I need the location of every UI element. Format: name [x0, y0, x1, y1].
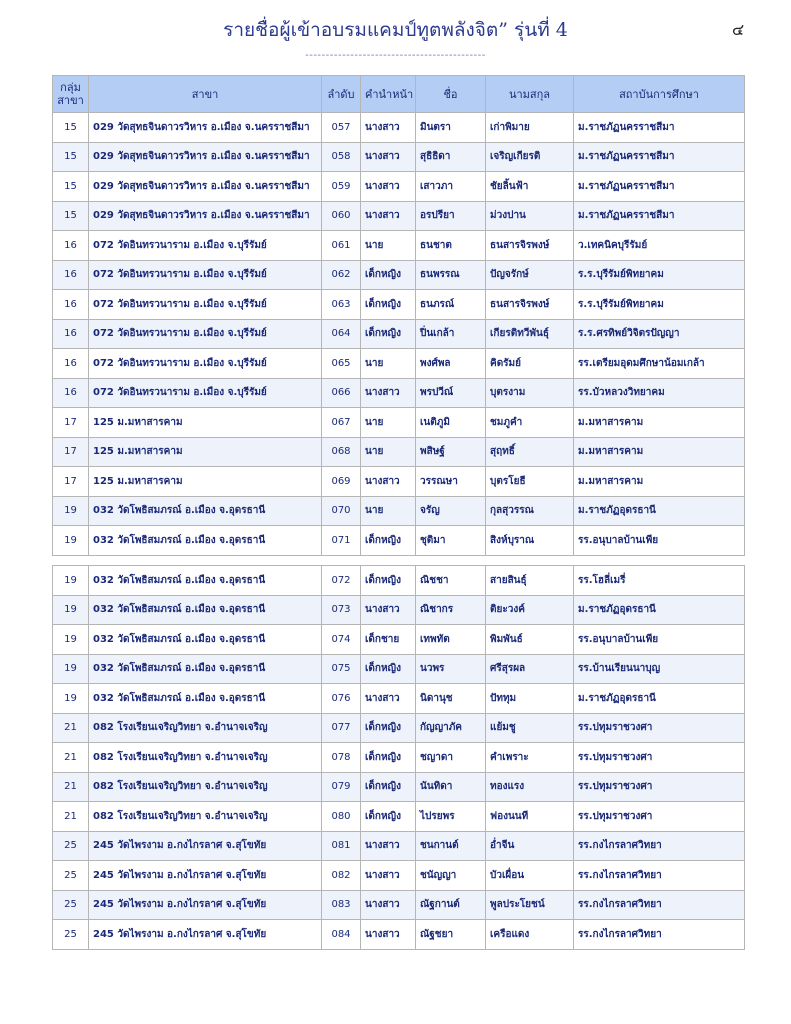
cell-name: ธนพรรณ — [416, 260, 486, 290]
cell-prefix: นางสาว — [361, 467, 416, 497]
cell-group: 19 — [53, 654, 89, 684]
table-row — [53, 861, 745, 891]
cell-branch: 029 วัดสุทธจินดาวรวิหาร อ.เมือง จ.นครราชสีมา — [89, 201, 322, 231]
cell-surname: สิงห์บุราณ — [486, 526, 574, 556]
cell-order: 072 — [322, 566, 361, 596]
cell-group: 25 — [53, 890, 89, 920]
table-row — [53, 319, 745, 349]
column-header-group-line2: สาขา — [57, 94, 84, 107]
cell-surname: พิมพันธ์ — [486, 625, 574, 655]
cell-surname: ม่วงปาน — [486, 201, 574, 231]
table-row — [53, 890, 745, 920]
cell-name: เสาวภา — [416, 172, 486, 202]
cell-group: 15 — [53, 172, 89, 202]
cell-prefix: เด็กหญิง — [361, 772, 416, 802]
cell-surname: เจริญเกียรติ — [486, 142, 574, 172]
cell-branch: 072 วัดอินทรวนาราม อ.เมือง จ.บุรีรัมย์ — [89, 349, 322, 379]
cell-institution: รร.บัวหลวงวิทยาคม — [574, 378, 745, 408]
cell-order: 078 — [322, 743, 361, 773]
cell-order: 058 — [322, 142, 361, 172]
cell-branch: 125 ม.มหาสารคาม — [89, 437, 322, 467]
cell-prefix: นาย — [361, 496, 416, 526]
cell-name: กัญญาภัค — [416, 713, 486, 743]
cell-branch: 245 วัดไพรงาม อ.กงไกรลาศ จ.สุโขทัย — [89, 920, 322, 950]
cell-prefix: เด็กหญิง — [361, 566, 416, 596]
cell-group: 19 — [53, 566, 89, 596]
cell-surname: เก่าพิมาย — [486, 113, 574, 143]
cell-name: ธนภรณ์ — [416, 290, 486, 320]
table-row — [53, 349, 745, 379]
cell-prefix: เด็กหญิง — [361, 260, 416, 290]
cell-order: 083 — [322, 890, 361, 920]
cell-order: 069 — [322, 467, 361, 497]
cell-name: ณิชากร — [416, 595, 486, 625]
cell-branch: 082 โรงเรียนเจริญวิทยา จ.อำนาจเจริญ — [89, 802, 322, 832]
cell-branch: 082 โรงเรียนเจริญวิทยา จ.อำนาจเจริญ — [89, 772, 322, 802]
cell-group: 21 — [53, 772, 89, 802]
cell-branch: 072 วัดอินทรวนาราม อ.เมือง จ.บุรีรัมย์ — [89, 378, 322, 408]
table-row — [53, 496, 745, 526]
cell-group: 19 — [53, 684, 89, 714]
table-row — [53, 920, 745, 950]
cell-branch: 072 วัดอินทรวนาราม อ.เมือง จ.บุรีรัมย์ — [89, 260, 322, 290]
cell-group: 16 — [53, 260, 89, 290]
cell-order: 075 — [322, 654, 361, 684]
cell-surname: กุลสุวรรณ — [486, 496, 574, 526]
table-row — [53, 467, 745, 497]
cell-prefix: เด็กหญิง — [361, 290, 416, 320]
cell-institution: ม.ราชภัฏอุดรธานี — [574, 496, 745, 526]
page-title: รายชื่อผู้เข้าอบรมแคมป์ทูตพลังจิต” รุ่นที่ 4 — [223, 19, 568, 41]
cell-order: 070 — [322, 496, 361, 526]
cell-institution: ม.ราชภัฏนครราชสีมา — [574, 201, 745, 231]
cell-institution: ม.มหาสารคาม — [574, 408, 745, 438]
table-row — [53, 713, 745, 743]
cell-name: นิดานุช — [416, 684, 486, 714]
cell-surname: สายสินธุ์ — [486, 566, 574, 596]
cell-name: ไปรยพร — [416, 802, 486, 832]
cell-prefix: เด็กหญิง — [361, 526, 416, 556]
cell-prefix: เด็กหญิง — [361, 802, 416, 832]
cell-institution: รร.กงไกรลาศวิทยา — [574, 920, 745, 950]
table-row — [53, 625, 745, 655]
table-row — [53, 654, 745, 684]
cell-name: ธนชาต — [416, 231, 486, 261]
cell-order: 057 — [322, 113, 361, 143]
cell-institution: รร.กงไกรลาศวิทยา — [574, 861, 745, 891]
cell-name: ณิชชา — [416, 566, 486, 596]
table-row — [53, 684, 745, 714]
cell-institution: รร.ปทุมราชวงศา — [574, 772, 745, 802]
cell-prefix: นางสาว — [361, 172, 416, 202]
cell-prefix: นางสาว — [361, 378, 416, 408]
cell-group: 25 — [53, 920, 89, 950]
cell-order: 073 — [322, 595, 361, 625]
cell-prefix: เด็กหญิง — [361, 713, 416, 743]
cell-order: 080 — [322, 802, 361, 832]
cell-group: 15 — [53, 142, 89, 172]
cell-surname: ชมภูคำ — [486, 408, 574, 438]
cell-branch: 245 วัดไพรงาม อ.กงไกรลาศ จ.สุโขทัย — [89, 861, 322, 891]
cell-name: จรัญ — [416, 496, 486, 526]
cell-name: สุธิธิดา — [416, 142, 486, 172]
cell-group: 16 — [53, 378, 89, 408]
cell-group: 15 — [53, 113, 89, 143]
cell-name: ปิ่นเกล้า — [416, 319, 486, 349]
cell-order: 068 — [322, 437, 361, 467]
cell-surname: เกียรติทวีพันธุ์ — [486, 319, 574, 349]
column-header-prefix: คำนำหน้า — [361, 76, 416, 113]
table-row — [53, 595, 745, 625]
participants-table-part1 — [52, 75, 745, 556]
cell-group: 21 — [53, 743, 89, 773]
page-number: ๔ — [732, 20, 745, 39]
cell-surname: บุตรงาม — [486, 378, 574, 408]
cell-prefix: นาย — [361, 408, 416, 438]
column-header-group — [53, 76, 89, 113]
cell-institution: ม.ราชภัฏนครราชสีมา — [574, 113, 745, 143]
cell-name: พงศ์พล — [416, 349, 486, 379]
column-header-group-line1: กลุ่ม — [60, 81, 81, 94]
cell-branch: 032 วัดโพธิสมภรณ์ อ.เมือง จ.อุดรธานี — [89, 595, 322, 625]
cell-surname: เครือแดง — [486, 920, 574, 950]
cell-order: 061 — [322, 231, 361, 261]
cell-prefix: เด็กชาย — [361, 625, 416, 655]
cell-group: 19 — [53, 595, 89, 625]
cell-order: 063 — [322, 290, 361, 320]
cell-branch: 029 วัดสุทธจินดาวรวิหาร อ.เมือง จ.นครราชสีมา — [89, 113, 322, 143]
column-header-surname: นามสกุล — [486, 76, 574, 113]
cell-surname: บัวเผื่อน — [486, 861, 574, 891]
cell-institution: รร.บ้านเรียนนาบุญ — [574, 654, 745, 684]
cell-institution: รร.อนุบาลบ้านเพีย — [574, 625, 745, 655]
cell-name: ณัฐกานต์ — [416, 890, 486, 920]
cell-surname: แย้มชู — [486, 713, 574, 743]
cell-group: 17 — [53, 467, 89, 497]
cell-surname: ปัญจรักษ์ — [486, 260, 574, 290]
cell-prefix: นาย — [361, 349, 416, 379]
cell-prefix: นาย — [361, 437, 416, 467]
table-body-part2 — [53, 566, 745, 950]
cell-name: มินตรา — [416, 113, 486, 143]
cell-surname: ธนสารจิรพงษ์ — [486, 231, 574, 261]
table-row — [53, 566, 745, 596]
table-row — [53, 231, 745, 261]
cell-institution: รร.กงไกรลาศวิทยา — [574, 831, 745, 861]
cell-surname: ปัททุม — [486, 684, 574, 714]
cell-order: 064 — [322, 319, 361, 349]
cell-order: 060 — [322, 201, 361, 231]
cell-order: 066 — [322, 378, 361, 408]
cell-branch: 245 วัดไพรงาม อ.กงไกรลาศ จ.สุโขทัย — [89, 831, 322, 861]
cell-prefix: นางสาว — [361, 595, 416, 625]
cell-group: 19 — [53, 526, 89, 556]
table-row — [53, 142, 745, 172]
cell-prefix: เด็กหญิง — [361, 319, 416, 349]
cell-institution: ม.มหาสารคาม — [574, 467, 745, 497]
cell-name: พสิษฐ์ — [416, 437, 486, 467]
cell-prefix: นางสาว — [361, 890, 416, 920]
cell-branch: 072 วัดอินทรวนาราม อ.เมือง จ.บุรีรัมย์ — [89, 319, 322, 349]
column-header-branch: สาขา — [89, 76, 322, 113]
cell-prefix: นางสาว — [361, 861, 416, 891]
cell-institution: ม.ราชภัฏนครราชสีมา — [574, 172, 745, 202]
cell-group: 16 — [53, 319, 89, 349]
cell-branch: 072 วัดอินทรวนาราม อ.เมือง จ.บุรีรัมย์ — [89, 290, 322, 320]
column-header-name: ชื่อ — [416, 76, 486, 113]
title-divider: -------------------------------------------- — [305, 50, 486, 61]
cell-institution: รร.อนุบาลบ้านเพีย — [574, 526, 745, 556]
cell-branch: 032 วัดโพธิสมภรณ์ อ.เมือง จ.อุดรธานี — [89, 625, 322, 655]
table-row — [53, 831, 745, 861]
table-row — [53, 526, 745, 556]
cell-institution: รร.กงไกรลาศวิทยา — [574, 890, 745, 920]
cell-surname: ทองแรง — [486, 772, 574, 802]
cell-branch: 082 โรงเรียนเจริญวิทยา จ.อำนาจเจริญ — [89, 713, 322, 743]
cell-order: 076 — [322, 684, 361, 714]
cell-branch: 032 วัดโพธิสมภรณ์ อ.เมือง จ.อุดรธานี — [89, 566, 322, 596]
cell-name: ชนัญญา — [416, 861, 486, 891]
cell-group: 19 — [53, 496, 89, 526]
cell-surname: ติยะวงค์ — [486, 595, 574, 625]
table-row — [53, 437, 745, 467]
cell-branch: 125 ม.มหาสารคาม — [89, 467, 322, 497]
cell-group: 15 — [53, 201, 89, 231]
cell-prefix: นาย — [361, 231, 416, 261]
cell-branch: 125 ม.มหาสารคาม — [89, 408, 322, 438]
cell-group: 16 — [53, 231, 89, 261]
cell-institution: ม.ราชภัฏอุดรธานี — [574, 595, 745, 625]
cell-branch: 029 วัดสุทธจินดาวรวิหาร อ.เมือง จ.นครราชสีมา — [89, 142, 322, 172]
cell-name: ชนกานต์ — [416, 831, 486, 861]
cell-group: 17 — [53, 437, 89, 467]
cell-order: 074 — [322, 625, 361, 655]
cell-name: ชญาดา — [416, 743, 486, 773]
cell-institution: รร.ปทุมราชวงศา — [574, 713, 745, 743]
table-row — [53, 113, 745, 143]
table-row — [53, 260, 745, 290]
cell-group: 17 — [53, 408, 89, 438]
cell-institution: รร.ปทุมราชวงศา — [574, 743, 745, 773]
table-row — [53, 172, 745, 202]
cell-group: 25 — [53, 861, 89, 891]
cell-institution: ม.ราชภัฏอุดรธานี — [574, 684, 745, 714]
cell-group: 16 — [53, 290, 89, 320]
cell-group: 25 — [53, 831, 89, 861]
cell-name: ณัฐชยา — [416, 920, 486, 950]
cell-prefix: นางสาว — [361, 684, 416, 714]
cell-name: วรรณษา — [416, 467, 486, 497]
cell-group: 19 — [53, 625, 89, 655]
cell-institution: ร.ร.บุรีรัมย์พิทยาคม — [574, 290, 745, 320]
cell-order: 081 — [322, 831, 361, 861]
cell-group: 21 — [53, 802, 89, 832]
cell-branch: 032 วัดโพธิสมภรณ์ อ.เมือง จ.อุดรธานี — [89, 496, 322, 526]
cell-branch: 032 วัดโพธิสมภรณ์ อ.เมือง จ.อุดรธานี — [89, 684, 322, 714]
cell-prefix: นางสาว — [361, 113, 416, 143]
column-header-institution: สถาบันการศึกษา — [574, 76, 745, 113]
cell-institution: ว.เทคนิคบุรีรัมย์ — [574, 231, 745, 261]
cell-institution: รร.ปทุมราชวงศา — [574, 802, 745, 832]
cell-name: นันทิดา — [416, 772, 486, 802]
table-row — [53, 772, 745, 802]
cell-name: พรปวีณ์ — [416, 378, 486, 408]
table-row — [53, 201, 745, 231]
cell-group: 16 — [53, 349, 89, 379]
cell-order: 059 — [322, 172, 361, 202]
cell-name: อรปรียา — [416, 201, 486, 231]
cell-group: 21 — [53, 713, 89, 743]
cell-institution: รร.โฮลี่เมรี่ — [574, 566, 745, 596]
cell-order: 077 — [322, 713, 361, 743]
cell-surname: คิดรัมย์ — [486, 349, 574, 379]
cell-order: 082 — [322, 861, 361, 891]
cell-institution: รร.เตรียมอุดมศึกษาน้อมเกล้า — [574, 349, 745, 379]
cell-branch: 072 วัดอินทรวนาราม อ.เมือง จ.บุรีรัมย์ — [89, 231, 322, 261]
cell-surname: พูลประโยชน์ — [486, 890, 574, 920]
table-row — [53, 802, 745, 832]
cell-prefix: นางสาว — [361, 920, 416, 950]
participants-table-part2 — [52, 565, 745, 950]
table-row — [53, 378, 745, 408]
cell-order: 067 — [322, 408, 361, 438]
cell-surname: ศรีสุรผล — [486, 654, 574, 684]
cell-surname: บุตรโยธี — [486, 467, 574, 497]
cell-surname: อ่ำจีน — [486, 831, 574, 861]
table-row — [53, 408, 745, 438]
cell-order: 079 — [322, 772, 361, 802]
cell-institution: ร.ร.ศรทิพย์วิจิตรปัญญา — [574, 319, 745, 349]
cell-branch: 032 วัดโพธิสมภรณ์ อ.เมือง จ.อุดรธานี — [89, 654, 322, 684]
table-body-part1 — [53, 113, 745, 556]
cell-surname: ธนสารจิรพงษ์ — [486, 290, 574, 320]
column-header-order: ลำดับ — [322, 76, 361, 113]
cell-prefix: นางสาว — [361, 831, 416, 861]
cell-surname: ฟองนนที — [486, 802, 574, 832]
cell-institution: ม.ราชภัฏนครราชสีมา — [574, 142, 745, 172]
cell-surname: ชัยลิ้นฟ้า — [486, 172, 574, 202]
cell-institution: ร.ร.บุรีรัมย์พิทยาคม — [574, 260, 745, 290]
cell-name: นวพร — [416, 654, 486, 684]
cell-name: เนติภูมิ — [416, 408, 486, 438]
cell-prefix: เด็กหญิง — [361, 743, 416, 773]
cell-order: 084 — [322, 920, 361, 950]
table-row — [53, 743, 745, 773]
cell-surname: สุฤทธิ์ — [486, 437, 574, 467]
cell-prefix: เด็กหญิง — [361, 654, 416, 684]
cell-prefix: นางสาว — [361, 201, 416, 231]
cell-order: 065 — [322, 349, 361, 379]
cell-branch: 032 วัดโพธิสมภรณ์ อ.เมือง จ.อุดรธานี — [89, 526, 322, 556]
cell-branch: 245 วัดไพรงาม อ.กงไกรลาศ จ.สุโขทัย — [89, 890, 322, 920]
cell-order: 062 — [322, 260, 361, 290]
table-header-row — [53, 76, 745, 113]
cell-name: เทพทัต — [416, 625, 486, 655]
cell-branch: 029 วัดสุทธจินดาวรวิหาร อ.เมือง จ.นครราชสีมา — [89, 172, 322, 202]
cell-prefix: นางสาว — [361, 142, 416, 172]
table-row — [53, 290, 745, 320]
cell-surname: คำเพราะ — [486, 743, 574, 773]
cell-order: 071 — [322, 526, 361, 556]
cell-branch: 082 โรงเรียนเจริญวิทยา จ.อำนาจเจริญ — [89, 743, 322, 773]
cell-name: ชุติมา — [416, 526, 486, 556]
cell-institution: ม.มหาสารคาม — [574, 437, 745, 467]
